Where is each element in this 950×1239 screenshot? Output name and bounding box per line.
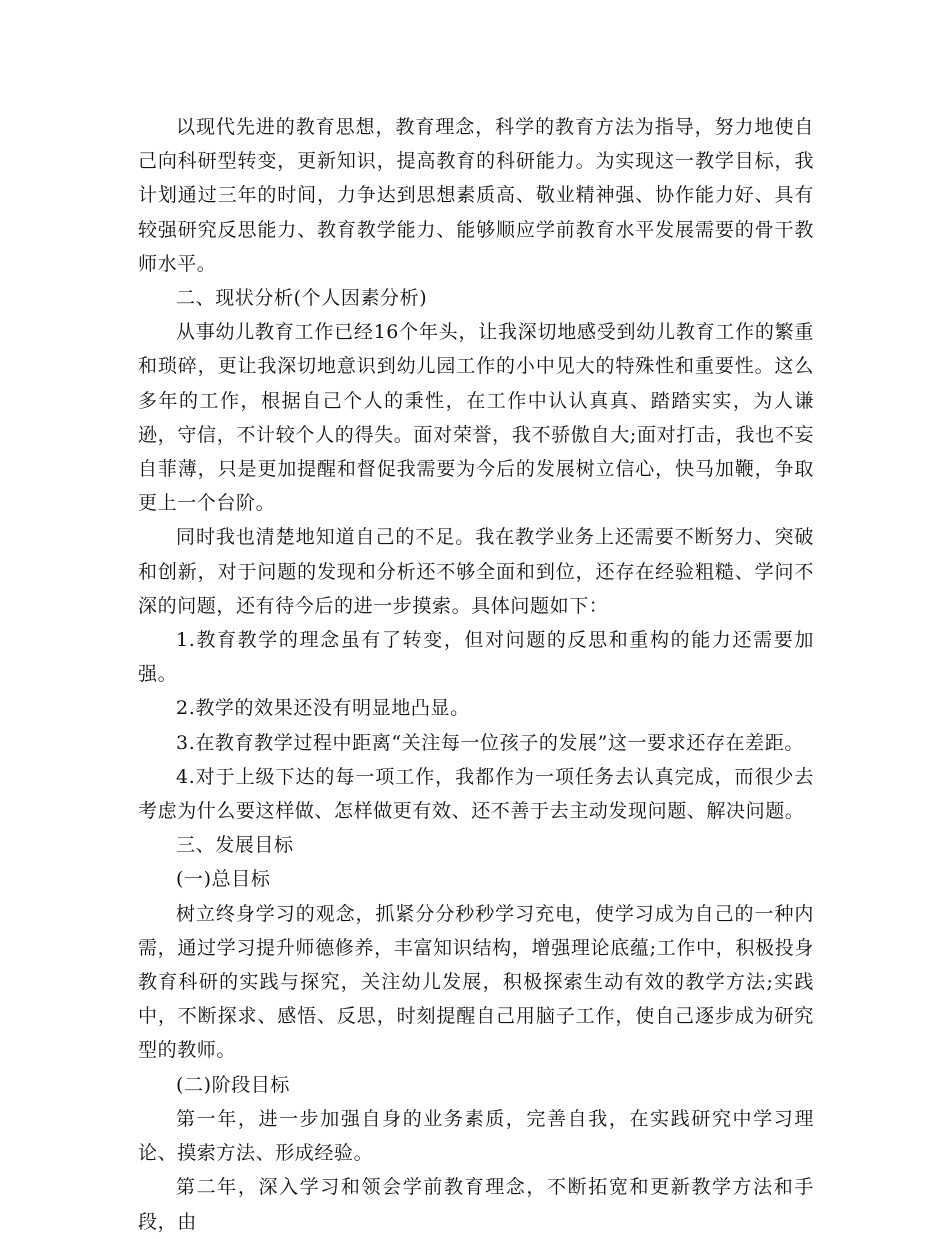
document-page xyxy=(138,110,814,1239)
paragraph-experience: 从事幼儿教育工作已经16个年头，让我深切地感受到幼儿教育工作的繁重和琐碎，更让我深切地意识到幼儿园工作的小中见大的特殊性和重要性。这么多年的工作，根据自己个人的秉性，在工作中认认真真、踏踏实实，为人谦逊，守信，不计较个人的得失。面对荣誉，我不骄傲自大;面对打击，我也不妄自菲薄，只是更加提醒和督促我需要为今后的发展树立信心，快马加鞭，争取更上一个台阶。 xyxy=(138,321,814,515)
heading-stage-goals: (二)阶段目标 xyxy=(176,1073,291,1096)
list-item-4: 4.对于上级下达的每一项工作，我都作为一项任务去认真完成，而很少去考虑为什么要这样做、怎样做更有效、还不善于去主动发现问题、解决问题。 xyxy=(138,765,814,823)
paragraph-overall-goal: 树立终身学习的观念，抓紧分分秒秒学习充电，使学习成为自己的一种内需，通过学习提升师德修养，丰富知识结构，增强理论底蕴;工作中，积极投身教育科研的实践与探究，关注幼儿发展，积极探索生动有效的教学方法;实践中，不断探求、感悟、反思，时刻提醒自己用脑子工作，使自己逐步成为研究型的教师。 xyxy=(138,902,814,1062)
list-item-1: 1.教育教学的理念虽有了转变，但对问题的反思和重构的能力还需要加强。 xyxy=(138,629,814,686)
paragraph-year-one: 第一年，进一步加强自身的业务素质，完善自我，在实践研究中学习理论、摸索方法、形成经验。 xyxy=(138,1107,814,1165)
list-item-3: 3.在教育教学过程中距离“关注每一位孩子的发展”这一要求还存在差距。 xyxy=(176,731,804,754)
paragraph-year-two: 第二年，深入学习和领会学前教育理念，不断拓宽和更新教学方法和手段，由 xyxy=(138,1176,814,1233)
paragraph-shortcomings: 同时我也清楚地知道自己的不足。我在教学业务上还需要不断努力、突破和创新，对于问题的发现和分析还不够全面和到位，还存在经验粗糙、学问不深的问题，还有待今后的进一步摸索。具体问题如下： xyxy=(138,526,814,617)
heading-status-analysis: 二、现状分析(个人因素分析) xyxy=(176,287,428,310)
list-item-2: 2.教学的效果还没有明显地凸显。 xyxy=(176,697,470,720)
heading-development-goals: 三、发展目标 xyxy=(176,834,294,857)
heading-overall-goal: (一)总目标 xyxy=(176,868,271,891)
paragraph-intro: 以现代先进的教育思想，教育理念，科学的教育方法为指导，努力地使自己向科研型转变，更新知识，提高教育的科研能力。为实现这一教学目标，我计划通过三年的时间，力争达到思想素质高、敬业精神强、协作能力好、具有较强研究反思能力、教育教学能力、能够顺应学前教育水平发展需要的骨干教师水平。 xyxy=(138,116,814,275)
